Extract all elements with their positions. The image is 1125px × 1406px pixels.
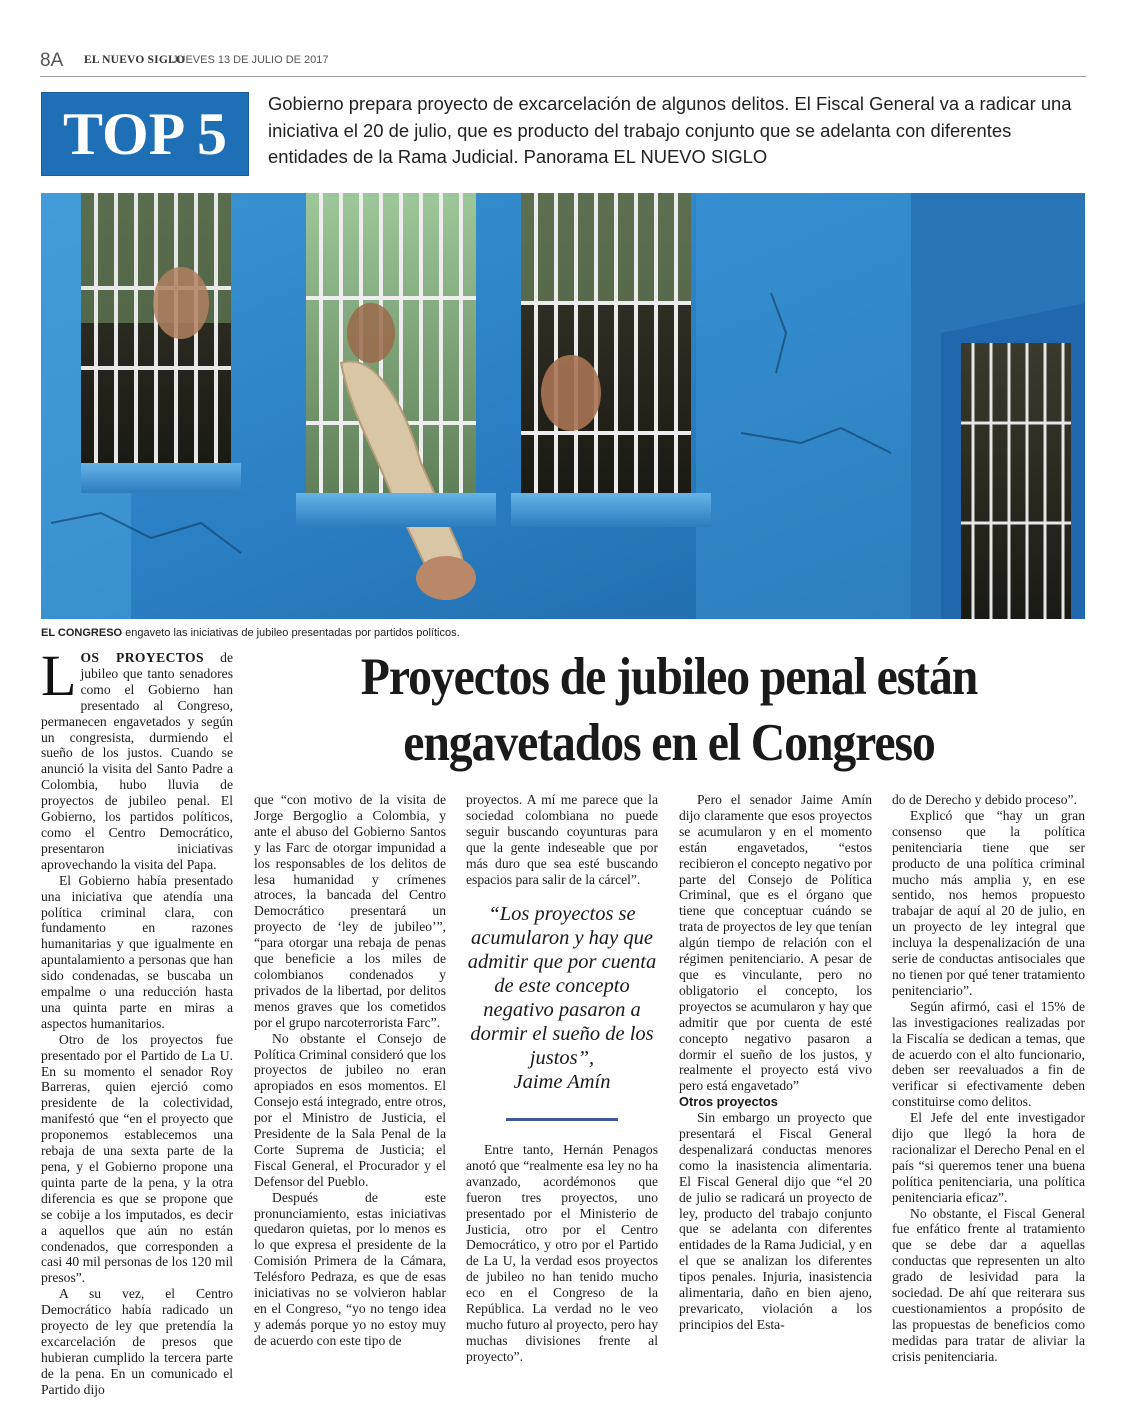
page-number: 8A bbox=[40, 50, 64, 71]
headline bbox=[292, 644, 1046, 776]
page-header bbox=[40, 50, 1086, 77]
article-column-1 bbox=[41, 643, 234, 1398]
caption-text: engaveto las iniciativas de jubileo presentadas por partidos políticos. bbox=[122, 627, 460, 639]
paragraph: No obstante el Consejo de Política Criminal consideró que los proyectos de jubileo no eran apropiados en esos momentos. El Consejo está integrado, entre otros, por el Ministro de Justicia, el Presidente de la Sala Penal de la Corte Suprema de Justicia; el Fiscal General, el Procurador y el Defensor del Pueblo. bbox=[254, 1030, 446, 1189]
top5-label: TOP 5 bbox=[63, 101, 227, 167]
subheading: Otros proyectos bbox=[679, 1094, 778, 1110]
paragraph: do de Derecho y debido proceso”. bbox=[892, 792, 1077, 807]
top5-summary: Gobierno prepara proyecto de excarcelación de algunos delitos. El Fiscal General va a radicar una iniciativa el 20 de julio, que es producto del trabajo conjunto que se adelanta con diferentes entidades de la Rama Judicial. Panorama EL NUEVO SIGLO bbox=[268, 93, 1072, 167]
paragraph: Sin embargo un proyecto que presentará el Fiscal General despenalizará conductas menores como la inasistencia alimentaria. El Fiscal General dijo que “el 20 de julio se radicará un proyecto de ley, producto del trabajo conjunto que se adelanta con diferentes entidades de la Rama Judicial, y en el que se analizan los diferentes tipos penales. Injuria, inasistencia alimentaria, daño en bien ajeno, prevaricato, violación a los principios del Esta- bbox=[679, 1110, 872, 1332]
paragraph: A su vez, el Centro Democrático había radicado un proyecto de ley que pretendía la excarcelación de presos que hubieran cumplido la tercera parte de la pena. En un comunicado el Partido dijo bbox=[41, 1286, 233, 1397]
pull-quote-rule bbox=[506, 1118, 618, 1121]
prison-photo bbox=[41, 193, 1085, 619]
paragraph: Después de este pronunciamiento, estas iniciativas quedaron quietas, por lo menos es lo que expresa el presidente de la Comisión Primera de la Cámara, Telésforo Pedraza, es que de esas iniciativas no se volvieron hablar en el Congreso, “yo no tengo idea y además porque yo no estoy muy de acuerdo con este tipo de bbox=[254, 1189, 446, 1348]
paragraph: El Gobierno había presentado una iniciativa que atendía una política criminal clara, con fundamento en razones humanitarias y que igualmente en apuntalamiento a personas que han sido condenadas, se buscaba un empalme o una reducción hasta una quinta parte en miras a aspectos humanitarios. bbox=[41, 872, 233, 1031]
paragraph: Según afirmó, casi el 15% de las investigaciones realizadas por la Fiscalía se dedican a temas, que de acuerdo con el alto funcionario, deben ser reevaluados a fin de verificar si efectivamente deben constituirse como delitos. bbox=[892, 998, 1085, 1110]
paragraph: El Jefe del ente investigador dijo que llegó la hora de racionalizar el Derecho Penal en el país “si queremos tener una buena política penitenciaria, una política penitenciaria eficaz”. bbox=[892, 1110, 1085, 1205]
headline-line-2: engavetados en el Congreso bbox=[403, 714, 935, 772]
article-column-3 bbox=[466, 792, 658, 887]
paragraph: de jubileo que tanto senadores como el Gobierno han presentado al Congreso, permanecen engavetados y según un congresista, durmiendo el sueño de los justos. Cuando se anunció la visita del Santo Padre a Colombia, hubo lluvia de proyectos de jubileo penal. El Gobierno, los partidos políticos, como el Centro Democrático, presentaron iniciativas aprovechando la visita del Papa. bbox=[41, 650, 234, 872]
paragraph: proyectos. A mí me parece que la sociedad colombiana no puede seguir buscando coyunturas para que la gente indeseable que por más duro que sea esté buscando espacios para salir de la cárcel”. bbox=[466, 792, 658, 887]
pull-quote-text: “Los proyectos se acumularon y hay que admitir que por cuenta de este concepto negativo pasaron a dormir el sueño de los justos”, bbox=[467, 903, 657, 1069]
prison-window-illustration bbox=[41, 193, 1085, 619]
pull-quote-author: Jaime Amín bbox=[513, 1071, 611, 1093]
paragraph: Pero el senador Jaime Amín dijo claramente que esos proyectos se acumularon y en el momento están engavetados, “estos recibieron el concepto negativo por parte del Consejo de Política Criminal, que es el órgano que tiene que conceptuar cuándo se trata de proyectos de ley que tenían algún tiempo de relación con el régimen penitenciario. A pesar de que es vinculante, pero no obligatorio el concepto, los proyectos se acumularon y hay que admitir que por cuenta de esté concepto negativo pasaron a dormir el sueño de los justos, y realmente el proyecto está vivo pero está engavetado” bbox=[679, 792, 872, 1094]
photo-caption bbox=[41, 627, 1085, 639]
pull-quote bbox=[466, 902, 658, 1094]
article-column-4 bbox=[679, 792, 872, 1333]
top5-badge bbox=[41, 92, 249, 176]
paper-name: EL NUEVO SIGLO bbox=[84, 54, 185, 66]
paragraph: que “con motivo de la visita de Jorge Bergoglio a Colombia, y ante el abuso del Gobierno Santos y las Farc de otorgar impunidad a los responsables de los delitos de lesa humanidad y crímenes atroces, la bancada del Centro Democrático presentará un proyecto de ‘ley de jubileo’”, “para otorgar una rebaja de penas que beneficie a los miles de colombianos condenados y privados de la libertad, por delitos menos graves que los cometidos por el grupo narcoterrorista Farc”. bbox=[254, 792, 446, 1030]
paragraph: No obstante, el Fiscal General fue enfático frente al tratamiento que se debe dar a aquellas conductas que representen un alto grado de lesividad para la sociedad. De ahí que reiterara sus cuestionamientos a propósito de las propuestas de beneficios como medidas para tratar de aliviar la crisis penitenciaria. bbox=[892, 1205, 1085, 1364]
lead-paragraph bbox=[41, 643, 234, 873]
caption-lead: EL CONGRESO bbox=[41, 627, 123, 639]
paragraph: Otro de los proyectos fue presentado por el Partido de La U. En su momento el senador Roy Barreras, quien ejerció como presidente de la colectividad, manifestó que “en el proyecto que proponemos establecemos una rebaja de una sexta parte de la pena, y el Gobierno propone una quinta parte de la pena, y la otra diferencia es que se propone que se cobije a los imputados, es decir a aquellos que aún no están condenados, que corresponden a casi 40 mil personas de los 120 mil presos”. bbox=[41, 1031, 233, 1286]
article-column-3-continued bbox=[466, 1142, 658, 1365]
paragraph: Entre tanto, Hernán Penagos anotó que “realmente esa ley no ha avanzado, acordémonos que fueron tres proyectos, uno presentado por el Ministerio de Justicia, otro por el Centro Democrático, y otro por el Partido de La U, la verdad esos proyectos de jubileo no han tenido mucho eco en el Congreso de la República. La verdad no le veo mucho futuro al proyecto, pero hay muchas divisiones frente al proyecto”. bbox=[466, 1142, 658, 1364]
article-column-5 bbox=[892, 792, 1085, 1365]
headline-line-1: Proyectos de jubileo penal están bbox=[360, 648, 978, 706]
paragraph: Explicó que “hay un gran consenso que la política penitenciaria tiene que ser producto de una política criminal mucho más amplia y, en ese sentido, nos hemos propuesto trabajar de aquí al 20 de julio, en un proyecto de ley integral que incluya la despenalización de una serie de conductas antisociales que no tienen por qué tener tratamiento penitenciario”. bbox=[892, 807, 1085, 998]
publication-date: JUEVES 13 DE JULIO DE 2017 bbox=[172, 54, 329, 66]
lead-words: OS PROYECTOS bbox=[80, 650, 204, 665]
article-column-2 bbox=[254, 792, 446, 1349]
drop-cap: L bbox=[41, 643, 77, 708]
